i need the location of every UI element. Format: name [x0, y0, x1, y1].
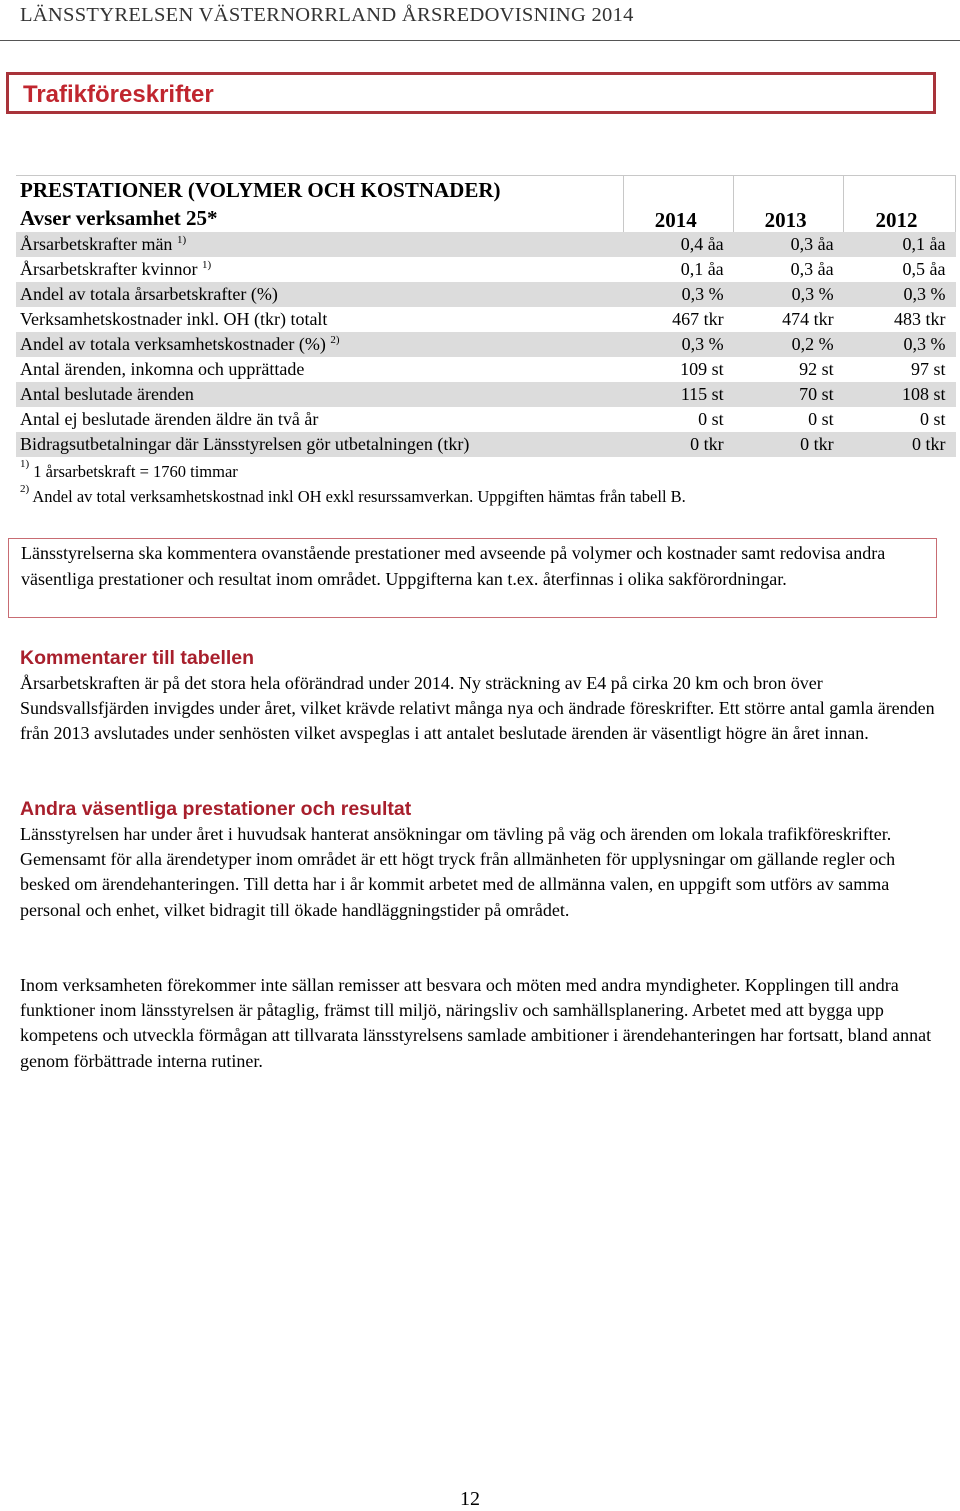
cell-2012: 0,1 åa [844, 232, 956, 257]
performance-table [16, 175, 956, 457]
row-label: Antal beslutade ärenden [16, 382, 624, 407]
row-label: Bidragsutbetalningar där Länsstyrelsen gör utbetalningen (tkr) [16, 432, 624, 457]
cell-2014: 0 st [698, 409, 724, 429]
page-number: 12 [460, 1488, 480, 1510]
footnote-2: $^{2)}$ Andel av total verksamhetskostnad inkl OH exkl resurssamverkan. Uppgiften hämtas från tabell B. [20, 483, 686, 506]
cell-2013: 0,3 % [734, 282, 844, 307]
other-results-paragraph-1: Länsstyrelsen har under året i huvudsak hanterat ansökningar om tävling på väg och ärenden om lokala trafikföreskrifter. Gemensamt för alla ärendetyper inom området är ett högt tryck från allmänheten för upplysningar om gällande regler och besked om ärendehanteringen. Till detta har i år kommit arbetet med de allmänna valen, en uppgift som utförs av samma personal och enhet, vilket bidragit till ökade handläggningstider på området. [20, 824, 896, 920]
cell-2012: 0 tkr [844, 432, 956, 457]
other-results-paragraph-2: Inom verksamheten förekommer inte sällan remisser att besvara och möten med andra myndigheter. Kopplingen till andra funktioner inom länsstyrelsen är påtaglig, främst till miljö, näringsliv och samhällsplanering. Arbetet med att bygga upp kompetens och utveckla förmågan att tillvarata länsstyrelsens samlade ambitioner i ärendehanteringen har fortsatt, bland annat genom förbättrade interna rutiner. [20, 975, 932, 1071]
cell-2013: 474 tkr [782, 309, 834, 329]
cell-2013: 0,2 % [734, 332, 844, 357]
running-header: LÄNSSTYRELSEN VÄSTERNORRLAND ÅRSREDOVISNING 2014 [20, 4, 634, 26]
table-subheading: Avser verksamhet 25* [20, 205, 218, 230]
cell-2012: 0,3 % [844, 332, 956, 357]
cell-2014: 0 tkr [624, 432, 734, 457]
cell-2012: 108 st [844, 382, 956, 407]
row-label: Antal ärenden, inkomna och upprättade [20, 359, 305, 379]
instruction-notice: Länsstyrelserna ska kommentera ovanstående prestationer med avseende på volymer och kostnader samt redovisa andra väsentliga prestationer och resultat inom området. Uppgifterna kan t.ex. återfinnas i olika sakförordningar. [8, 538, 937, 618]
table-row [16, 257, 956, 282]
cell-2013: 0,3 åa [734, 232, 844, 257]
cell-2012: 0 st [919, 409, 946, 429]
cell-2013: 0,3 åa [790, 259, 834, 279]
section-title: Trafikföreskrifter [23, 81, 214, 108]
cell-2013: 92 st [799, 359, 834, 379]
table-row [16, 232, 956, 257]
cell-2014: 0,1 åa [680, 259, 724, 279]
row-label: Verksamhetskostnader inkl. OH (tkr) totalt [20, 309, 328, 329]
comments-paragraph: Årsarbetskraften är på det stora hela oförändrad under 2014. Ny sträckning av E4 på cirka 20 km och bron över Sundsvallsfjärden invigdes under året, vilket krävde relativt många nya och ändrade föreskrifter. Ett större antal gamla ärenden från 2013 avslutades under senhösten vilket avspeglas i att antalet beslutade ärenden är väsentligt högre än året innan. [20, 673, 935, 744]
row-label: Årsarbetskrafter kvinnor $^{1)}$ [20, 259, 212, 279]
table-row [16, 382, 956, 407]
cell-2014: 0,4 åa [624, 232, 734, 257]
cell-2012: 0,3 % [844, 282, 956, 307]
cell-2014: 115 st [624, 382, 734, 407]
table-row [16, 432, 956, 457]
row-label: Årsarbetskrafter män $^{1)}$ [16, 232, 624, 257]
footnote-ref: 1) [201, 259, 212, 271]
table-row [16, 407, 956, 432]
section-title-box [6, 72, 936, 114]
other-results-heading: Andra väsentliga prestationer och resultat [20, 798, 412, 820]
year-column-2013: 2013 [734, 176, 844, 233]
cell-2014: 467 tkr [672, 309, 724, 329]
table-header-row [16, 176, 956, 205]
cell-2014: 109 st [680, 359, 724, 379]
table-row [16, 307, 956, 332]
year-column-2014: 2014 [624, 176, 734, 233]
year-column-2012: 2012 [844, 176, 956, 233]
table-row [16, 357, 956, 382]
cell-2014: 0,3 % [624, 282, 734, 307]
footnote-ref: 1) [176, 234, 187, 246]
row-label: Andel av totala verksamhetskostnader (%) $^{2)}$ [16, 332, 624, 357]
comments-heading: Kommentarer till tabellen [20, 647, 255, 669]
cell-2012: 483 tkr [894, 309, 946, 329]
cell-2012: 0,5 åa [902, 259, 946, 279]
table-row [16, 332, 956, 357]
header-divider [0, 40, 960, 41]
row-label: Antal ej beslutade ärenden äldre än två år [20, 409, 319, 429]
cell-2013: 70 st [734, 382, 844, 407]
cell-2012: 97 st [910, 359, 946, 379]
table-heading: PRESTATIONER (VOLYMER OCH KOSTNADER) [20, 177, 501, 202]
row-label: Andel av totala årsarbetskrafter (%) [16, 282, 624, 307]
footnote-1: $^{1)}$ 1 årsarbetskraft = 1760 timmar [20, 458, 238, 481]
cell-2013: 0 st [808, 409, 834, 429]
cell-2013: 0 tkr [734, 432, 844, 457]
cell-2014: 0,3 % [624, 332, 734, 357]
footnote-ref: 2) [330, 334, 340, 346]
table-row [16, 282, 956, 307]
